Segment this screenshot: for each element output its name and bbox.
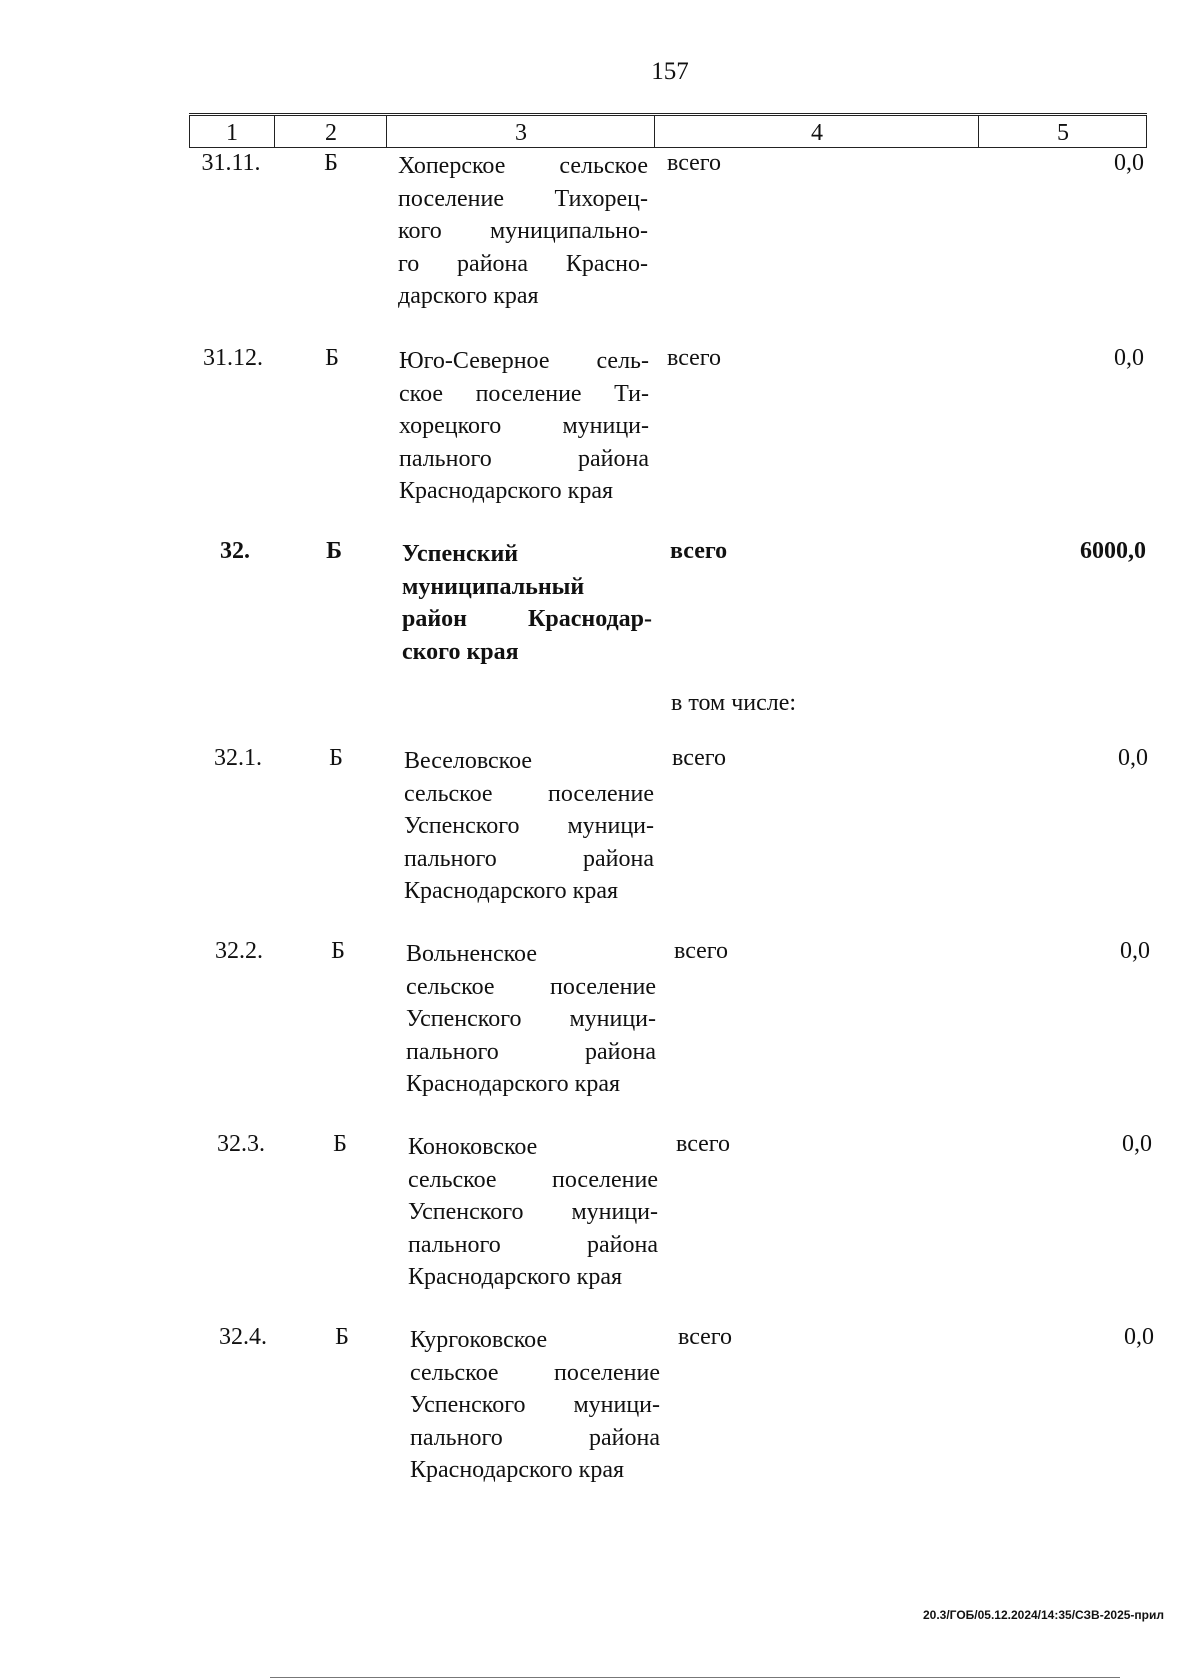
row-kind: всего	[667, 345, 722, 371]
row-kind: всего	[667, 150, 722, 176]
row-name-line: Веселовское	[404, 748, 533, 774]
including-label: в том числе:	[671, 690, 797, 716]
document-footer-code: 20.3/ГОБ/05.12.2024/14:35/СЗВ-2025-прил	[922, 1608, 1164, 1622]
table-header-row	[189, 115, 1147, 148]
row-name-line: пального района	[408, 1231, 658, 1258]
row-value: 0,0	[1114, 345, 1144, 371]
row-name-line: Вольненское	[406, 941, 537, 967]
row-number: 31.12.	[203, 345, 263, 371]
row-name-line: хорецкого муници-	[399, 413, 649, 439]
row-name-line: Успенского муници-	[406, 1006, 656, 1032]
row-name-line: Краснодарского края	[410, 1457, 625, 1483]
row-name	[406, 938, 656, 1101]
row-number: 32.2.	[215, 938, 263, 964]
row-kind: всего	[676, 1131, 731, 1157]
row-name	[399, 345, 649, 508]
row-number: 31.11.	[201, 150, 261, 176]
row-value: 0,0	[1118, 745, 1148, 771]
header-col-5: 5	[978, 116, 1147, 147]
row-name-line: Краснодарского края	[404, 878, 619, 904]
header-col-4: 4	[654, 116, 979, 147]
row-name-line: сельское поселение	[406, 973, 656, 1000]
row-kind: всего	[670, 538, 728, 564]
row-name-line: муниципальный	[402, 573, 585, 600]
row-name	[398, 150, 648, 313]
row-name-line: пального района	[410, 1424, 660, 1451]
row-name-line: Юго-Северное сель-	[399, 348, 649, 374]
row-value: 0,0	[1122, 1131, 1152, 1157]
row-name-line: Краснодарского края	[408, 1264, 623, 1290]
row-code: Б	[326, 538, 342, 564]
row-name-line: го района Красно-	[398, 250, 648, 277]
row-value: 0,0	[1124, 1324, 1154, 1350]
row-number: 32.4.	[219, 1324, 267, 1350]
header-col-1: 1	[226, 120, 238, 146]
row-code: Б	[331, 938, 345, 964]
row-name-line: Коноковское	[408, 1134, 538, 1160]
row-name-line: Успенский	[402, 541, 519, 567]
row-name-line: Кургоковское	[410, 1327, 548, 1353]
row-name-line: пального района	[406, 1038, 656, 1065]
row-name-line: сельское поселение	[404, 780, 654, 807]
row-code: Б	[325, 345, 339, 371]
row-name-line: район Краснодар-	[402, 606, 652, 632]
row-name	[410, 1324, 660, 1487]
row-name	[408, 1131, 658, 1294]
row-name-line: кого муниципально-	[398, 218, 648, 244]
row-name	[404, 745, 654, 908]
row-name-line: ского края	[402, 638, 519, 665]
row-code: Б	[324, 150, 338, 176]
row-value: 0,0	[1114, 150, 1144, 176]
row-name-line: Краснодарского края	[406, 1071, 621, 1097]
row-name-line: поселение Тихорец-	[398, 185, 648, 212]
row-name-line: Успенского муници-	[408, 1199, 658, 1225]
row-name-line: пального района	[404, 845, 654, 872]
header-col-2: 2	[274, 116, 387, 147]
row-name	[402, 538, 652, 668]
header-top-rule	[189, 113, 1147, 114]
row-name-line: ское поселение Ти-	[399, 380, 649, 407]
row-code: Б	[333, 1131, 347, 1157]
row-name-line: Краснодарского края	[399, 478, 614, 504]
row-value: 0,0	[1120, 938, 1150, 964]
row-number: 32.	[220, 538, 250, 564]
row-value: 6000,0	[1080, 538, 1146, 564]
row-number: 32.1.	[214, 745, 262, 771]
page-number: 157	[651, 58, 689, 85]
row-name-line: Успенского муници-	[404, 813, 654, 839]
row-name-line: Хоперское сельское	[398, 153, 648, 179]
row-name-line: дарского края	[398, 283, 539, 309]
row-kind: всего	[672, 745, 727, 771]
row-kind: всего	[674, 938, 729, 964]
row-name-line: сельское поселение	[410, 1359, 660, 1386]
row-kind: всего	[678, 1324, 733, 1350]
row-name-line: пального района	[399, 445, 649, 472]
row-name-line: Успенского муници-	[410, 1392, 660, 1418]
row-name-line: сельское поселение	[408, 1166, 658, 1193]
row-number: 32.3.	[217, 1131, 265, 1157]
bottom-rule	[270, 1677, 1120, 1678]
header-col-3: 3	[386, 116, 655, 147]
row-code: Б	[329, 745, 343, 771]
row-code: Б	[335, 1324, 349, 1350]
